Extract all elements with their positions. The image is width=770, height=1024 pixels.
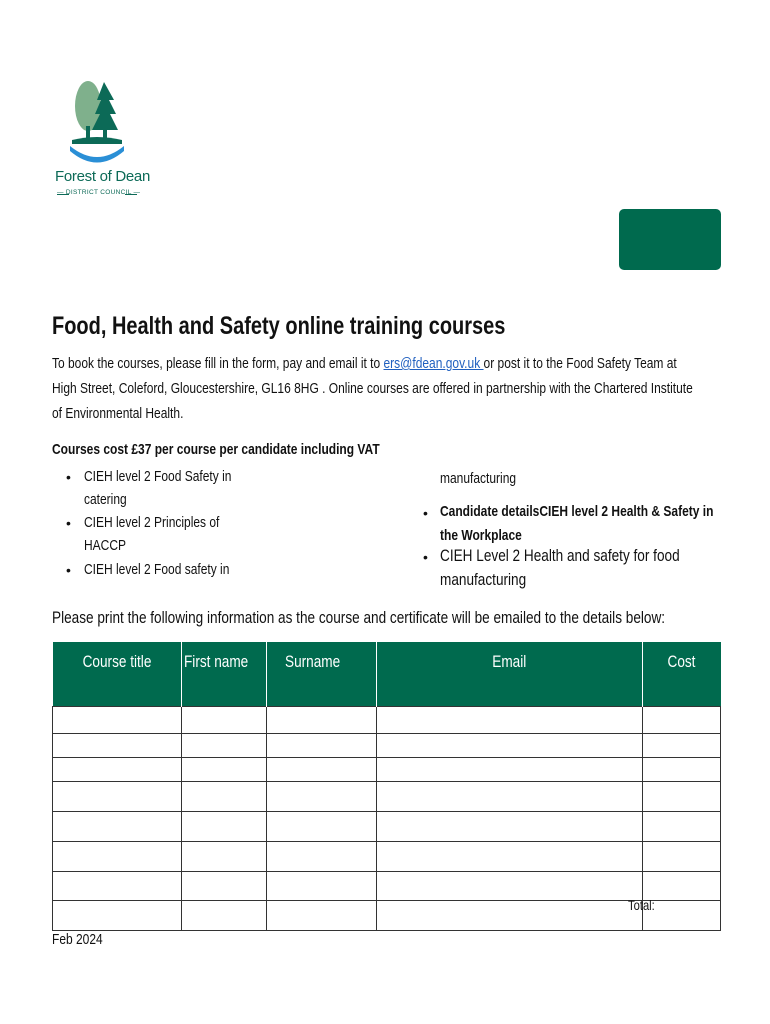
cell-cost[interactable] [643,758,721,782]
course-item-5-line1: CIEH Level 2 Health and safety for food [440,546,680,565]
cell-first-name[interactable] [182,707,267,734]
course-item-4-title: CIEH level 2 Health & Safety in [539,503,714,520]
cell-first-name[interactable] [182,842,267,872]
cell-course-title[interactable] [53,734,182,758]
col-course-title: Course title [53,642,182,707]
bullet-dot: • [423,549,428,565]
header-accent-box [619,209,721,270]
table-header-row [53,642,721,707]
footer-date: Feb 2024 [52,931,103,948]
col-surname: Surname [267,642,377,707]
course-item-2-line1: CIEH level 2 Principles of [84,514,220,531]
cell-course-title[interactable] [53,707,182,734]
logo-title: Forest of Dean [55,168,151,185]
booking-table [52,642,721,931]
cell-surname[interactable] [267,734,377,758]
course-item-3-line1: CIEH level 2 Food safety in [84,561,230,578]
cell-first-name[interactable] [182,782,267,812]
cell-email[interactable] [377,707,643,734]
total-label: Total: [628,897,655,913]
bullet-dot: • [66,469,71,485]
candidate-details-label: Candidate details [440,503,540,520]
cell-surname[interactable] [267,812,377,842]
course-fragment: manufacturing [440,470,517,487]
logo-water [70,146,124,163]
cell-cost[interactable] [643,707,721,734]
intro-text-before: To book the courses, please fill in the form, pay and email it to [52,355,384,372]
course-item-5-line2: manufacturing [440,570,527,589]
col-cost: Cost [643,642,721,707]
cell-course-title[interactable] [53,812,182,842]
cell-first-name[interactable] [182,758,267,782]
cell-first-name[interactable] [182,901,267,931]
table-row [53,842,721,872]
cell-first-name[interactable] [182,812,267,842]
bullet-dot: • [66,562,71,578]
cell-cost[interactable] [643,734,721,758]
course-item-4-line1 [440,503,713,520]
cell-surname[interactable] [267,707,377,734]
cell-cost[interactable] [643,782,721,812]
table-row [53,812,721,842]
table-row [53,782,721,812]
cell-email[interactable] [377,734,643,758]
print-instructions: Please print the following information as the course and certificate will be emailed to the details below: [52,608,666,627]
cell-course-title[interactable] [53,782,182,812]
bullet-dot: • [423,505,428,521]
logo-subtitle: — DISTRICT COUNCIL — [57,189,141,196]
intro-line-3: of Environmental Health. [52,405,184,422]
intro-line-2: High Street, Coleford, Gloucestershire, GL16 8HG . Online courses are offered in partnership with the Chartered Institute [52,380,693,397]
cell-email[interactable] [377,812,643,842]
table-row-total [53,901,721,931]
cell-cost[interactable] [643,812,721,842]
intro-text-after: or post it to the Food Safety Team at [483,355,677,372]
cell-surname[interactable] [267,901,377,931]
table-row [53,707,721,734]
cell-course-title[interactable] [53,901,182,931]
course-item-1-line2: catering [84,491,127,508]
cell-cost[interactable] [643,842,721,872]
cell-email[interactable] [377,842,643,872]
cell-surname[interactable] [267,872,377,901]
cost-heading: Courses cost £37 per course per candidate including VAT [52,441,380,458]
col-email: Email [377,642,643,707]
course-item-2-line2: HACCP [84,537,127,554]
course-item-1-line1: CIEH level 2 Food Safety in [84,468,232,485]
cell-course-title[interactable] [53,872,182,901]
cell-email[interactable] [377,872,643,901]
course-item-4-line2: the Workplace [440,527,522,544]
cell-course-title[interactable] [53,758,182,782]
bullet-dot: • [66,515,71,531]
cell-surname[interactable] [267,842,377,872]
cell-course-title[interactable] [53,842,182,872]
cell-email[interactable] [377,901,643,931]
cell-email[interactable] [377,758,643,782]
cell-email[interactable] [377,782,643,812]
table-row [53,734,721,758]
cell-first-name[interactable] [182,734,267,758]
col-first-name: First name [182,642,267,707]
cell-surname[interactable] [267,758,377,782]
cell-surname[interactable] [267,782,377,812]
email-link[interactable]: ers@fdean.gov.uk [383,355,484,372]
page-title: Food, Health and Safety online training courses [52,312,506,340]
intro-line-1 [52,355,677,372]
logo-hill [72,137,122,144]
table-row [53,872,721,901]
cell-first-name[interactable] [182,872,267,901]
table-row [53,758,721,782]
